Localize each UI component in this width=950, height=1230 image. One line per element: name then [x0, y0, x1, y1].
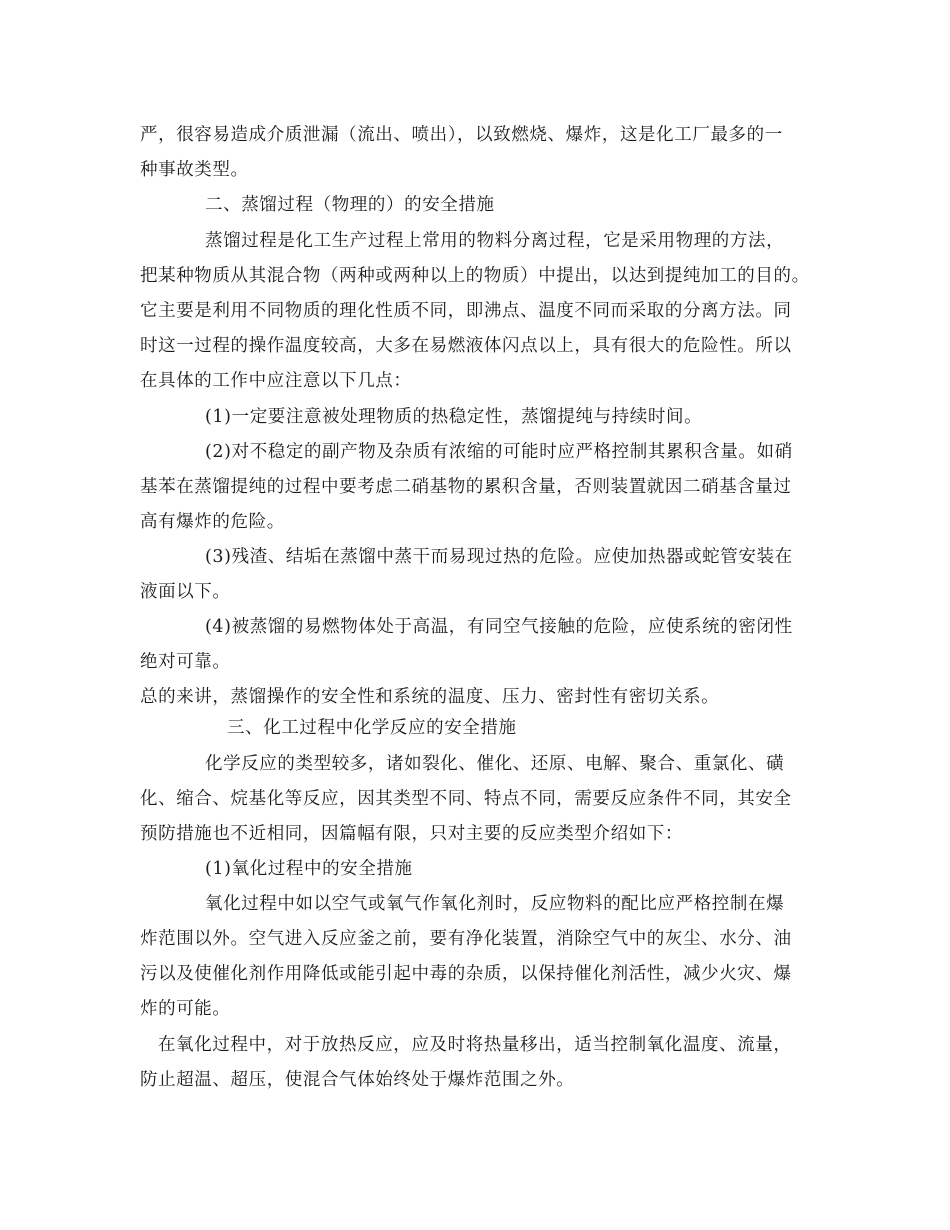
text-line: 总的来讲，蒸馏操作的安全性和系统的温度、压力、密封性有密切关系。	[140, 687, 720, 707]
text-line: 化、缩合、烷基化等反应，因其类型不同、特点不同，需要反应条件不同，其安全	[140, 789, 792, 809]
text-line: 蒸馏过程是化工生产过程上常用的物料分离过程，它是采用物理的方法，	[205, 231, 785, 251]
text-line: 时这一过程的操作温度较高，大多在易燃液体闪点以上，具有很大的危险性。所以	[140, 336, 792, 356]
text-line: 污以及使催化剂作用降低或能引起中毒的杂质，以保持催化剂活性，减少火灾、爆	[140, 964, 792, 984]
section-heading: 三、化工过程中化学反应的安全措施	[227, 718, 517, 738]
list-item: (2)对不稳定的副产物及杂质有浓缩的可能时应严格控制其累积含量。如硝	[205, 442, 793, 462]
text-line: 预防措施也不近相同，因篇幅有限，只对主要的反应类型介绍如下：	[140, 824, 683, 844]
text-line: 它主要是利用不同物质的理化性质不同，即沸点、温度不同而采取的分离方法。同	[140, 301, 792, 321]
text-line: 防止超温、超压，使混合气体始终处于爆炸范围之外。	[140, 1070, 575, 1090]
text-line: 种事故类型。	[140, 160, 249, 180]
text-line: 氧化过程中如以空气或氧气作氧化剂时，反应物料的配比应严格控制在爆	[205, 894, 785, 914]
text-line: 高有爆炸的危险。	[140, 512, 285, 532]
text-line: 液面以下。	[140, 582, 231, 602]
text-line: 在具体的工作中应注意以下几点：	[140, 371, 412, 391]
subsection-heading: (1)氧化过程中的安全措施	[205, 859, 413, 879]
text-line: 绝对可靠。	[140, 652, 231, 672]
text-line: 炸范围以外。空气进入反应釜之前，要有净化装置，消除空气中的灰尘、水分、油	[140, 929, 792, 949]
list-item: (3)残渣、结垢在蒸馏中蒸干而易现过热的危险。应使加热器或蛇管安装在	[205, 547, 793, 567]
list-item: (4)被蒸馏的易燃物体处于高温，有同空气接触的危险，应使系统的密闭性	[205, 617, 793, 637]
text-line: 基苯在蒸馏提纯的过程中要考虑二硝基物的累积含量，否则装置就因二硝基含量过	[140, 477, 792, 497]
text-line: 炸的可能。	[140, 999, 231, 1019]
text-line: 把某种物质从其混合物（两种或两种以上的物质）中提出，以达到提纯加工的目的。	[140, 266, 810, 286]
list-item: (1)一定要注意被处理物质的热稳定性，蒸馏提纯与持续时间。	[205, 407, 703, 427]
text-line: 化学反应的类型较多，诸如裂化、催化、还原、电解、聚合、重氯化、磺	[205, 754, 785, 774]
section-heading: 二、蒸馏过程（物理的）的安全措施	[205, 195, 495, 215]
text-line: 严，很容易造成介质泄漏（流出、喷出），以致燃烧、爆炸，这是化工厂最多的一	[140, 125, 783, 145]
text-line: 在氧化过程中，对于放热反应，应及时将热量移出，适当控制氧化温度、流量，	[158, 1035, 792, 1055]
